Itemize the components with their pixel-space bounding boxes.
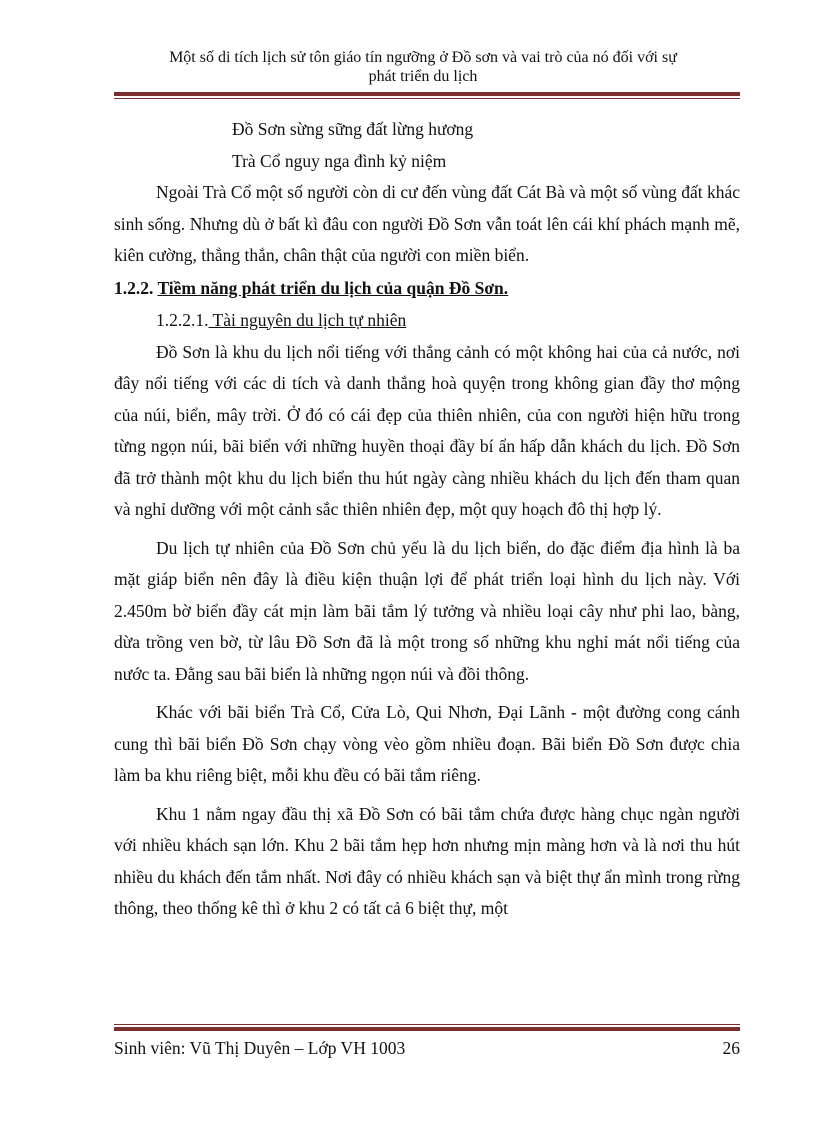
subsection-heading	[156, 304, 740, 337]
header-rule	[114, 92, 740, 99]
page-body	[114, 113, 740, 925]
header-line-1: Một số di tích lịch sử tôn giáo tín ngưỡng ở Đồ sơn và vai trò của nó đối với sự	[169, 49, 677, 66]
page-footer	[114, 1038, 740, 1059]
verse-line-2: Trà Cổ nguy nga đình kỷ niệm	[232, 151, 447, 171]
paragraph-3: Du lịch tự nhiên của Đồ Sơn chủ yếu là du lịch biển, do đặc điểm địa hình là ba mặt giáp biển nên đây là điều kiện thuận lợi để phát triển loại hình du lịch này. Với 2.450m bờ biển đầy cát mịn làm bãi tắm lý tưởng và nhiều loại cây như phi lao, bàng, dừa trồng ven bờ, từ lâu Đồ Sơn đã là một trong số những khu nghỉ mát nổi tiếng của nước ta. Đằng sau bãi biển là những ngọn núi và đồi thông.	[114, 537, 740, 684]
subsection-title: Tài nguyên du lịch tự nhiên	[208, 309, 407, 330]
paragraph-2: Đồ Sơn là khu du lịch nổi tiếng với thắng cảnh có một không hai của cả nước, nơi đây nổi tiếng với các di tích và danh thắng hoà quyện trong không gian đầy thơ mộng của núi, biển, mây trời. Ở đó có cái đẹp của thiên nhiên, của con người hiện hữu trong từng ngọn núi, bãi biển với những huyền thoại đầy bí ẩn hấp dẫn khách du lịch. Đồ Sơn đã trở thành một khu du lịch biển thu hút ngày càng nhiều khách du lịch đến tham quan và nghỉ dưỡng với một cảnh sắc thiên nhiên đẹp, một quy hoạch đô thị hợp lý.	[114, 341, 740, 519]
footer-student: Sinh viên: Vũ Thị Duyên – Lớp VH 1003	[114, 1038, 406, 1058]
paragraph-1: Ngoài Trà Cổ một số người còn di cư đến vùng đất Cát Bà và một số vùng đất khác sinh sống. Nhưng dù ở bất kì đâu con người Đồ Sơn vẫn toát lên cái khí phách mạnh mẽ, kiên cường, thẳng thắn, chân thật của người con miền biển.	[114, 182, 740, 265]
footer-rule	[114, 1024, 740, 1031]
page-number: 26	[722, 1038, 740, 1058]
section-number: 1.2.2.	[114, 277, 154, 298]
subsection-number: 1.2.2.1.	[156, 309, 209, 330]
header-line-2: phát triển du lịch	[368, 68, 478, 85]
verse-line-1: Đồ Sơn sừng sững đất lừng hương	[232, 119, 474, 139]
running-header	[104, 48, 742, 86]
paragraph-4: Khác với bãi biển Trà Cổ, Cửa Lò, Qui Nhơn, Đại Lãnh - một đường cong cánh cung thì bãi biển Đồ Sơn chạy vòng vèo gồm nhiều đoạn. Bãi biển Đồ Sơn được chia làm ba khu riêng biệt, mỗi khu đều có bãi tắm riêng.	[114, 702, 740, 785]
section-heading	[114, 272, 740, 304]
paragraph-5: Khu 1 nằm ngay đầu thị xã Đồ Sơn có bãi tắm chứa được hàng chục ngàn người với nhiều khách sạn lớn. Khu 2 bãi tắm hẹp hơn nhưng mịn màng hơn và là nơi thu hút nhiều du khách đến tắm nhất. Nơi đây có nhiều khách sạn và biệt thự ẩn mình trong rừng thông, theo thống kê thì ở khu 2 có tất cả 6 biệt thự, một	[114, 803, 740, 918]
section-title: Tiềm năng phát triển du lịch của quận Đồ Sơn.	[157, 277, 509, 298]
